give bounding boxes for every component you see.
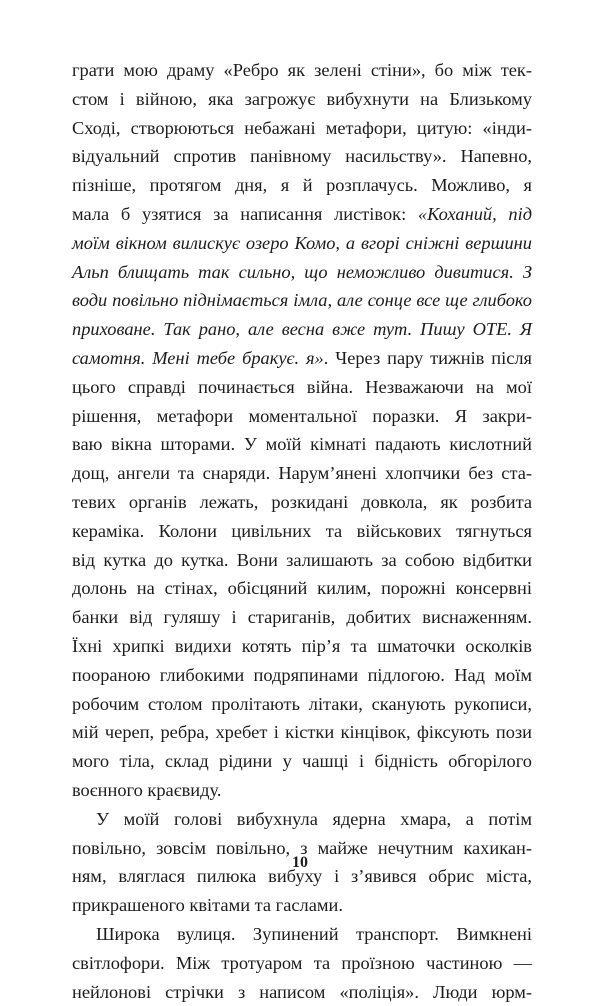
italic-segment: приховане. Так рано, але весна вже тут. Пишу ОТЕ. Я bbox=[72, 319, 532, 339]
text-segment: пізніше, протягом дня, я й розплачусь. Можливо, я bbox=[72, 175, 532, 195]
paragraph bbox=[72, 920, 532, 1006]
text-line bbox=[72, 459, 532, 488]
text-segment: ням, вляглася пилюка вибуху і з’явився обрис міста, bbox=[72, 866, 532, 886]
text-segment: дощ, ангели та снаряди. Нарум’янені хлопчики без ста- bbox=[72, 463, 532, 483]
text-line bbox=[72, 920, 532, 949]
text-line bbox=[72, 315, 532, 344]
text-line bbox=[72, 776, 532, 805]
text-line bbox=[72, 603, 532, 632]
text-segment: рішення, метафори моментальної поразки. Я закри- bbox=[72, 406, 532, 426]
text-segment: від кутка до кутка. Вони залишають за собою відбитки bbox=[72, 550, 532, 570]
text-line bbox=[72, 949, 532, 978]
text-line bbox=[72, 344, 532, 373]
italic-segment: води повільно піднімається імла, але сонце все ще глибоко bbox=[72, 290, 532, 310]
italic-segment: «Коханий, під bbox=[418, 204, 532, 224]
text-line bbox=[72, 488, 532, 517]
text-line bbox=[72, 978, 532, 1006]
text-segment: відуальний спротив панівному насильству». Напевно, bbox=[72, 146, 532, 166]
text-segment: тевих органів лежать, розкидані довкола, як розбита bbox=[72, 492, 532, 512]
text-segment: мала б узятися за написання листівок: bbox=[72, 204, 418, 224]
text-line bbox=[72, 891, 532, 920]
paragraph bbox=[72, 56, 532, 805]
page-number: 10 bbox=[0, 854, 600, 872]
italic-segment: Альп блищать так сильно, що неможливо дивитися. З bbox=[72, 262, 532, 282]
text-line bbox=[72, 229, 532, 258]
text-segment: грати мою драму «Ребро як зелені стіни», бо між тек- bbox=[72, 60, 532, 80]
text-segment: нейлонові стрічки з написом «поліція». Люди юрм- bbox=[72, 982, 532, 1002]
text-segment: робочим столом пролітають літаки, сканують рукописи, bbox=[72, 694, 532, 714]
text-line bbox=[72, 747, 532, 776]
text-line bbox=[72, 114, 532, 143]
italic-segment: самотня. Мені тебе бракує. я» bbox=[72, 348, 324, 368]
text-line bbox=[72, 402, 532, 431]
text-line bbox=[72, 546, 532, 575]
text-segment: . Через пару тижнів після bbox=[324, 348, 532, 368]
text-line bbox=[72, 632, 532, 661]
text-line bbox=[72, 430, 532, 459]
text-line bbox=[72, 200, 532, 229]
text-line bbox=[72, 718, 532, 747]
text-line bbox=[72, 517, 532, 546]
text-segment: світлофори. Між тротуаром та проїзною частиною — bbox=[72, 953, 532, 973]
text-line bbox=[72, 690, 532, 719]
text-segment: У моїй голові вибухнула ядерна хмара, а потім bbox=[96, 809, 532, 829]
text-segment: Їхні хрипкі видихи котять пір’я та шматочки осколків bbox=[72, 636, 532, 656]
text-segment: повільно, зовсім повільно, з майже нечутним кахикан- bbox=[72, 838, 532, 858]
text-segment: долонь на стінах, обісцяний килим, порожні консервні bbox=[72, 578, 532, 598]
text-segment: прикрашеного квітами та гаслами. bbox=[72, 895, 343, 915]
text-line bbox=[72, 661, 532, 690]
text-segment: воєнного краєвиду. bbox=[72, 780, 221, 800]
text-line bbox=[72, 171, 532, 200]
text-segment: Широка вулиця. Зупинений транспорт. Вимкнені bbox=[96, 924, 532, 944]
text-segment: мого тіла, склад рідини у чашці і бідність обгорілого bbox=[72, 751, 532, 771]
text-segment: ваю вікна шторами. У моїй кімнаті падають кислотний bbox=[72, 434, 532, 454]
text-line bbox=[72, 56, 532, 85]
text-segment: мій череп, ребра, хребет і кістки кінцівок, фіксують пози bbox=[72, 722, 532, 742]
text-line bbox=[72, 85, 532, 114]
text-segment: поораною глибокими подряпинами підлогою. Над моїм bbox=[72, 665, 532, 685]
text-line bbox=[72, 373, 532, 402]
text-segment: банки від гуляшу і стариганів, добитих виснаженням. bbox=[72, 607, 532, 627]
text-line bbox=[72, 286, 532, 315]
text-line bbox=[72, 258, 532, 287]
text-line bbox=[72, 805, 532, 834]
text-segment: стом і війною, яка загрожує вибухнути на Близькому bbox=[72, 89, 532, 109]
italic-segment: моїм вікном вилискує озеро Комо, а вгорі сніжні вершини bbox=[72, 233, 532, 253]
text-segment: Сході, створюються небажані метафори, цитую: «інди- bbox=[72, 118, 532, 138]
text-line bbox=[72, 142, 532, 171]
text-segment: кераміка. Колони цивільних та військових тягнуться bbox=[72, 521, 532, 541]
text-line bbox=[72, 574, 532, 603]
text-segment: цього справді починається війна. Незважаючи на мої bbox=[72, 377, 532, 397]
